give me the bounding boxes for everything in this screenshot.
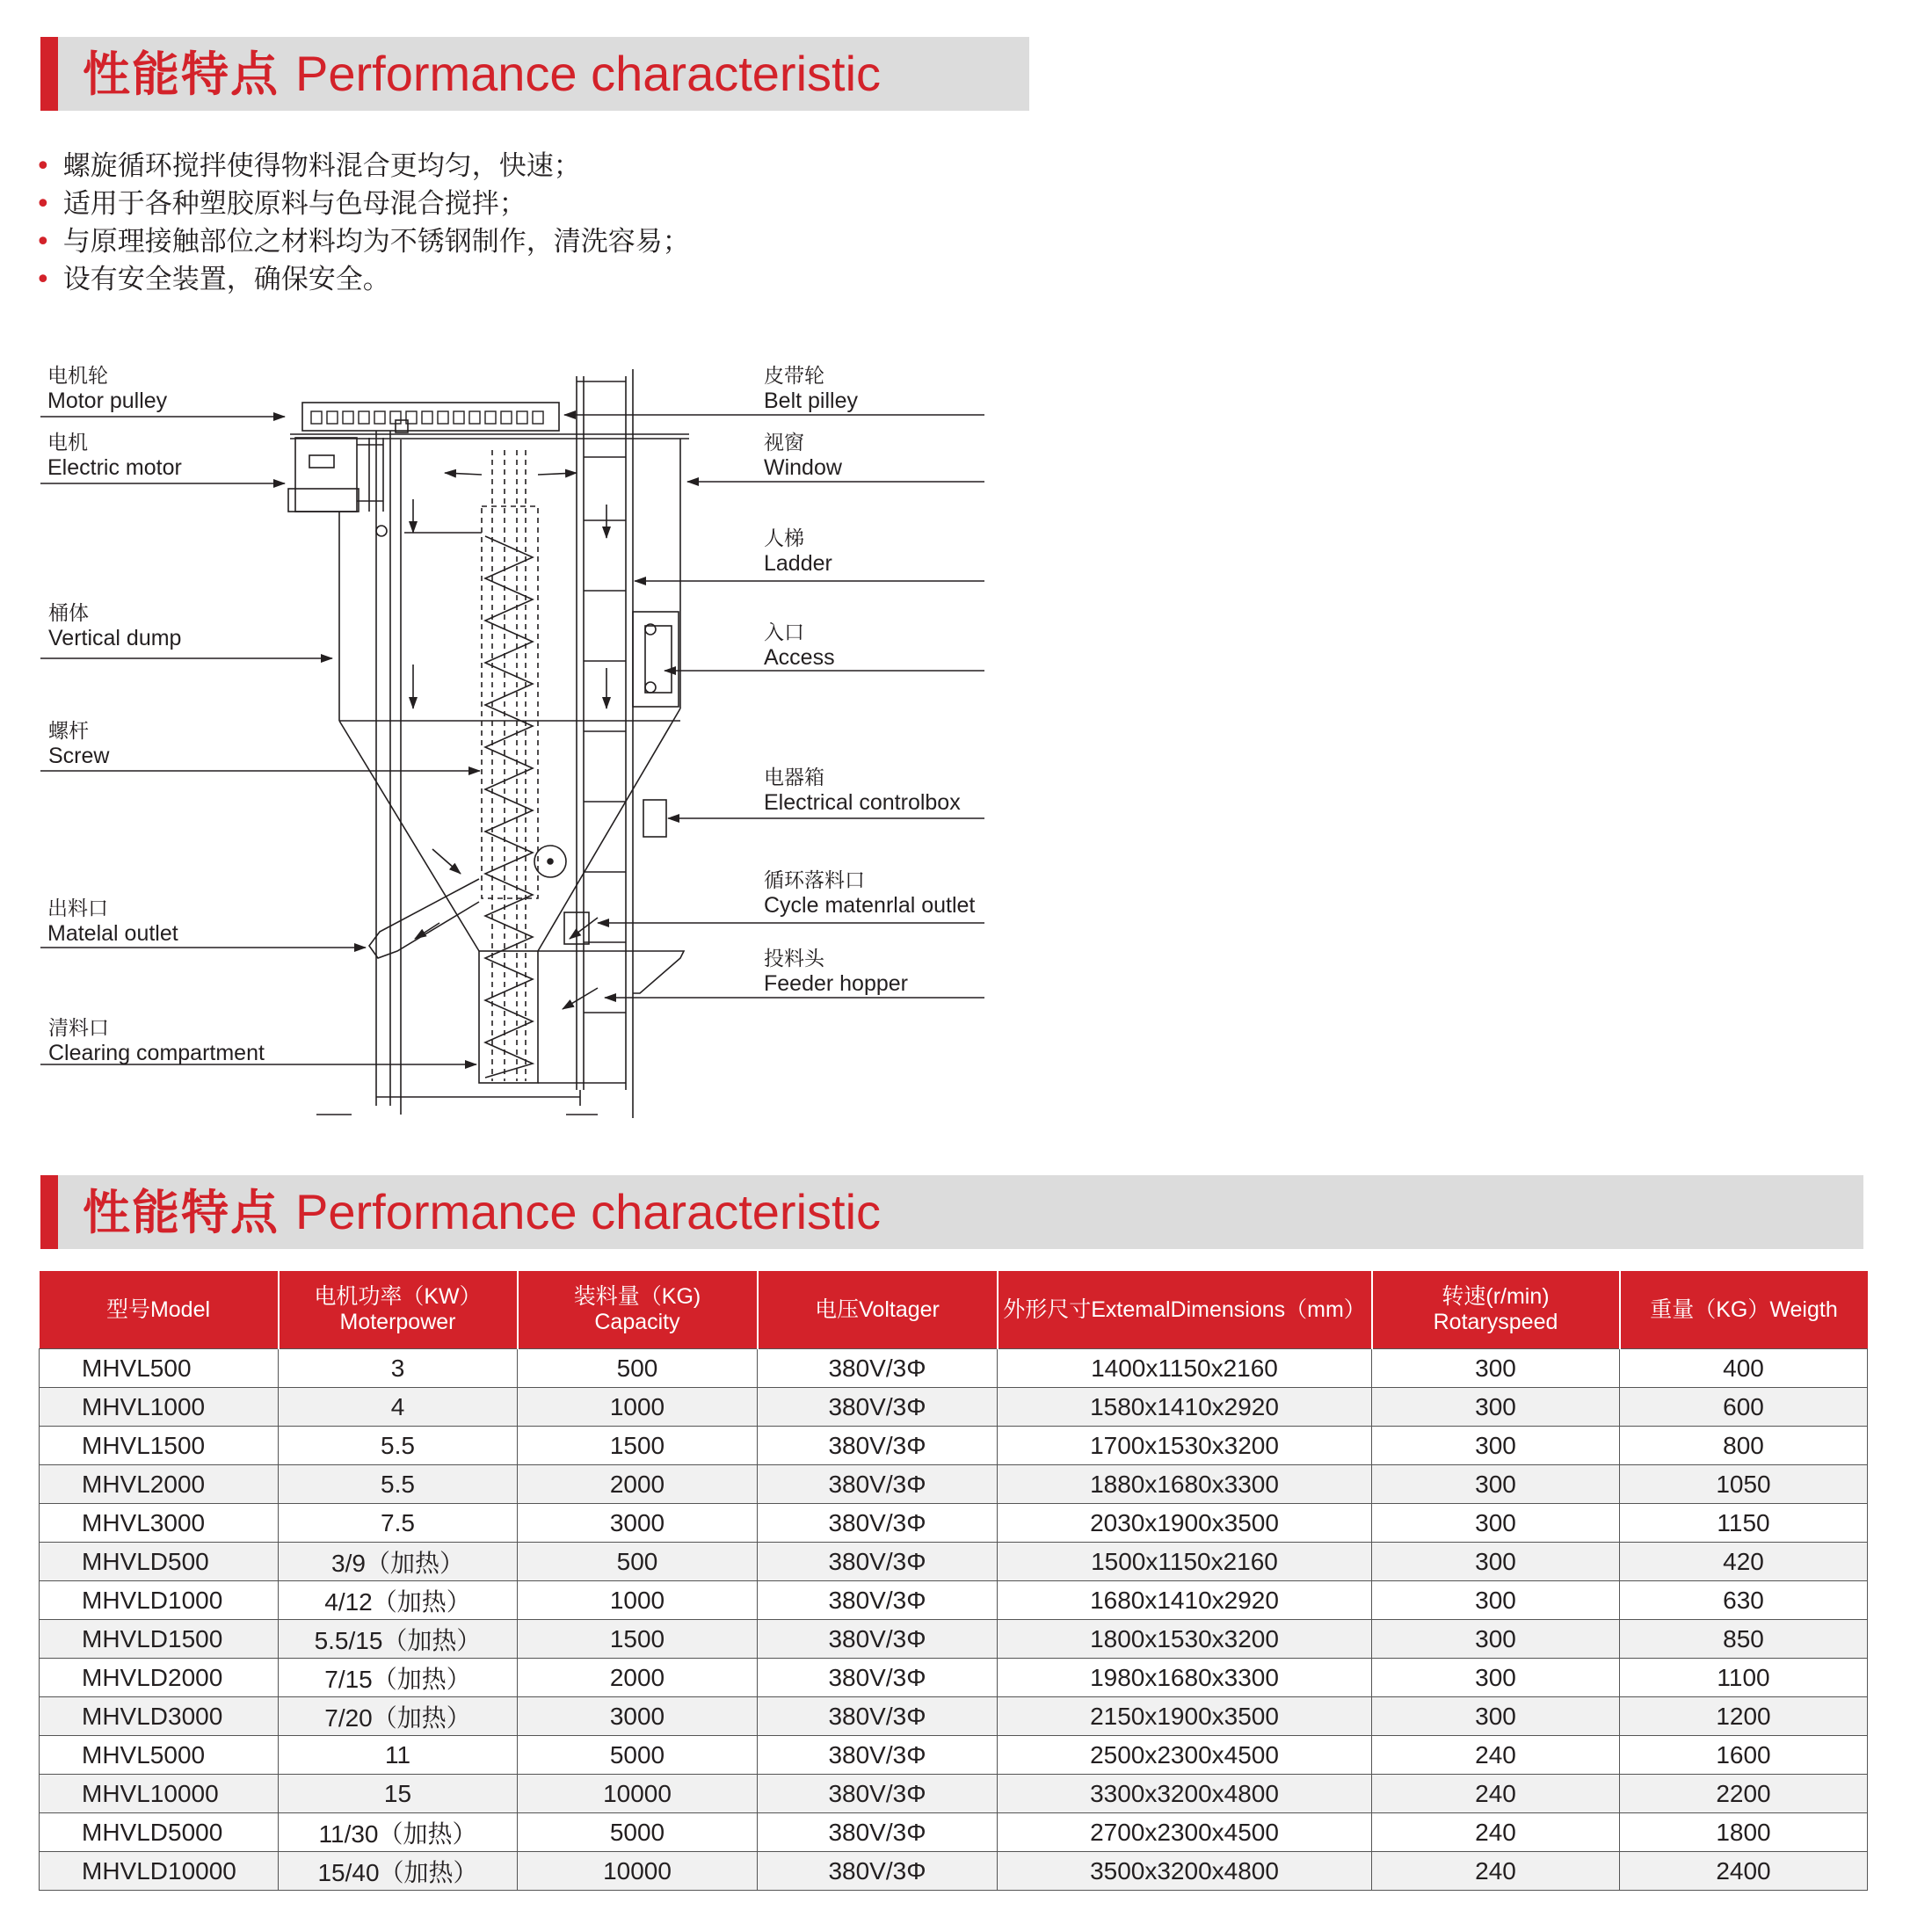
table-cell: 10000	[518, 1852, 758, 1891]
motor-body	[295, 438, 357, 512]
table-cell: 1800	[1620, 1813, 1868, 1852]
table-cell: 500	[518, 1543, 758, 1581]
table-cell: 380V/3Φ	[758, 1852, 998, 1891]
outlet-chute	[369, 879, 479, 958]
table-row	[40, 1736, 1868, 1775]
table-cell: 1600	[1620, 1736, 1868, 1775]
table-row	[40, 1775, 1868, 1813]
column-header: 转速(r/min) Rotaryspeed	[1372, 1271, 1620, 1349]
table-cell: 2030x1900x3500	[998, 1504, 1372, 1543]
table-cell: 3500x3200x4800	[998, 1852, 1372, 1891]
column-header: 型号Model	[40, 1271, 279, 1349]
tank-cone-right	[538, 708, 680, 951]
table-cell: 380V/3Φ	[758, 1427, 998, 1465]
feeder-hopper	[633, 951, 684, 993]
header-accent-bar	[40, 37, 58, 111]
table-cell: 380V/3Φ	[758, 1581, 998, 1620]
table-cell: 500	[518, 1349, 758, 1388]
table-cell: 1680x1410x2920	[998, 1581, 1372, 1620]
table-cell: 300	[1372, 1543, 1620, 1581]
table-row	[40, 1504, 1868, 1543]
table-cell: 1150	[1620, 1504, 1868, 1543]
table-cell: 630	[1620, 1581, 1868, 1620]
bullet-icon: •	[35, 227, 51, 258]
cell-model: MHVLD5000	[40, 1813, 279, 1852]
ladder-rungs	[584, 457, 626, 1013]
mixer-diagram	[0, 352, 993, 1134]
table-cell: 380V/3Φ	[758, 1659, 998, 1697]
table-cell: 1000	[518, 1581, 758, 1620]
bullet-icon: •	[35, 151, 51, 182]
table-row	[40, 1427, 1868, 1465]
table-cell: 11/30（加热）	[279, 1813, 518, 1852]
table-cell: 3000	[518, 1504, 758, 1543]
table-row	[40, 1543, 1868, 1581]
table-cell: 1880x1680x3300	[998, 1465, 1372, 1504]
cell-model: MHVL500	[40, 1349, 279, 1388]
label-vertical-dump: 桶体 Vertical dump	[48, 602, 182, 650]
table-cell: 5000	[518, 1813, 758, 1852]
table-header-row	[40, 1271, 1868, 1349]
label-motor-pulley: 电机轮 Motor pulley	[47, 365, 168, 413]
section-title-zh: 性能特点	[83, 48, 280, 101]
table-cell: 1400x1150x2160	[998, 1349, 1372, 1388]
table-cell: 3/9（加热）	[279, 1543, 518, 1581]
table-cell: 380V/3Φ	[758, 1349, 998, 1388]
feature-item	[35, 261, 690, 299]
table-cell: 5000	[518, 1736, 758, 1775]
label-controlbox: 电器箱 Electrical controlbox	[764, 766, 961, 815]
table-cell: 1500	[518, 1620, 758, 1659]
table-cell: 300	[1372, 1465, 1620, 1504]
table-cell: 2500x2300x4500	[998, 1736, 1372, 1775]
cell-model: MHVLD2000	[40, 1659, 279, 1697]
pulley-slots	[311, 411, 543, 424]
feature-text: 设有安全装置，确保安全。	[62, 264, 390, 295]
table-row	[40, 1813, 1868, 1852]
table-cell: 420	[1620, 1543, 1868, 1581]
table-cell: 300	[1372, 1620, 1620, 1659]
table-cell: 240	[1372, 1813, 1620, 1852]
table-cell: 4/12（加热）	[279, 1581, 518, 1620]
table-cell: 1100	[1620, 1659, 1868, 1697]
table-cell: 3300x3200x4800	[998, 1775, 1372, 1813]
bullet-icon: •	[35, 265, 51, 295]
section-title	[83, 37, 881, 111]
table-cell: 300	[1372, 1388, 1620, 1427]
table-cell: 380V/3Φ	[758, 1388, 998, 1427]
table-cell: 1050	[1620, 1465, 1868, 1504]
table-cell: 240	[1372, 1775, 1620, 1813]
column-header: 电压Voltager	[758, 1271, 998, 1349]
table-cell: 380V/3Φ	[758, 1775, 998, 1813]
table-cell: 600	[1620, 1388, 1868, 1427]
discharge-housing	[479, 951, 538, 1083]
section-header-features	[40, 37, 1029, 111]
label-access: 入口 Access	[764, 621, 835, 670]
cell-model: MHVLD1500	[40, 1620, 279, 1659]
table-cell: 5.5	[279, 1427, 518, 1465]
header-accent-bar	[40, 1175, 58, 1249]
table-cell: 380V/3Φ	[758, 1736, 998, 1775]
control-box	[643, 800, 666, 837]
table-cell: 4	[279, 1388, 518, 1427]
table-row	[40, 1465, 1868, 1504]
column-header: 装料量（KG) Capacity	[518, 1271, 758, 1349]
cell-model: MHVL1500	[40, 1427, 279, 1465]
cell-model: MHVL5000	[40, 1736, 279, 1775]
table-cell: 10000	[518, 1775, 758, 1813]
table-cell: 2000	[518, 1465, 758, 1504]
table-row	[40, 1349, 1868, 1388]
table-cell: 3	[279, 1349, 518, 1388]
label-ladder: 人梯 Ladder	[764, 527, 832, 576]
table-cell: 1800x1530x3200	[998, 1620, 1372, 1659]
table-cell: 2150x1900x3500	[998, 1697, 1372, 1736]
spec-table	[39, 1271, 1868, 1891]
column-header: 重量（KG）Weigth	[1620, 1271, 1868, 1349]
cell-model: MHVL1000	[40, 1388, 279, 1427]
label-feeder: 投料头 Feeder hopper	[764, 948, 909, 996]
table-cell: 800	[1620, 1427, 1868, 1465]
section-title-zh: 性能特点	[83, 1187, 280, 1239]
cell-model: MHVLD3000	[40, 1697, 279, 1736]
table-cell: 5.5/15（加热）	[279, 1620, 518, 1659]
table-cell: 15	[279, 1775, 518, 1813]
table-cell: 300	[1372, 1697, 1620, 1736]
flow-arrows	[413, 473, 606, 1009]
label-cycle-outlet: 循环落料口 Cycle matenrlal outlet	[764, 869, 976, 918]
table-cell: 7/15（加热）	[279, 1659, 518, 1697]
table-cell: 7/20（加热）	[279, 1697, 518, 1736]
feature-item	[35, 148, 690, 185]
cell-model: MHVLD10000	[40, 1852, 279, 1891]
bullet-icon: •	[35, 189, 51, 220]
label-screw: 螺杆 Screw	[48, 720, 110, 768]
table-row	[40, 1697, 1868, 1736]
section-title-en: Performance characteristic	[295, 1184, 882, 1239]
table-cell: 300	[1372, 1349, 1620, 1388]
table-cell: 240	[1372, 1852, 1620, 1891]
table-cell: 380V/3Φ	[758, 1465, 998, 1504]
section-header-spec	[40, 1175, 1863, 1249]
table-row	[40, 1852, 1868, 1891]
table-cell: 2000	[518, 1659, 758, 1697]
table-cell: 300	[1372, 1581, 1620, 1620]
table-cell: 240	[1372, 1736, 1620, 1775]
table-cell: 2400	[1620, 1852, 1868, 1891]
cell-model: MHVL3000	[40, 1504, 279, 1543]
table-cell: 1000	[518, 1388, 758, 1427]
table-cell: 380V/3Φ	[758, 1620, 998, 1659]
table-cell: 11	[279, 1736, 518, 1775]
table-row	[40, 1659, 1868, 1697]
table-cell: 2200	[1620, 1775, 1868, 1813]
label-material-outlet: 出料口 Matelal outlet	[47, 897, 178, 946]
table-cell: 5.5	[279, 1465, 518, 1504]
table-cell: 3000	[518, 1697, 758, 1736]
table-cell: 380V/3Φ	[758, 1697, 998, 1736]
table-cell: 400	[1620, 1349, 1868, 1388]
table-cell: 15/40（加热）	[279, 1852, 518, 1891]
table-cell: 380V/3Φ	[758, 1543, 998, 1581]
table-cell: 1200	[1620, 1697, 1868, 1736]
cell-model: MHVL10000	[40, 1775, 279, 1813]
table-row	[40, 1388, 1868, 1427]
feature-list	[35, 148, 690, 299]
table-cell: 1580x1410x2920	[998, 1388, 1372, 1427]
table-cell: 380V/3Φ	[758, 1504, 998, 1543]
table-cell: 1500x1150x2160	[998, 1543, 1372, 1581]
label-electric-motor: 电机 Electric motor	[47, 432, 182, 480]
table-cell: 850	[1620, 1620, 1868, 1659]
feature-text: 与原理接触部位之材料均为不锈钢制作，清洗容易；	[62, 226, 690, 258]
table-cell: 300	[1372, 1659, 1620, 1697]
section-title	[83, 1175, 881, 1249]
cell-model: MHVL2000	[40, 1465, 279, 1504]
label-window: 视窗 Window	[764, 432, 842, 480]
section-title-en: Performance characteristic	[295, 46, 882, 101]
column-header: 外形尺寸ExtemalDimensions（mm）	[998, 1271, 1372, 1349]
table-cell: 2700x2300x4500	[998, 1813, 1372, 1852]
table-cell: 300	[1372, 1504, 1620, 1543]
cell-model: MHVLD500	[40, 1543, 279, 1581]
table-cell: 7.5	[279, 1504, 518, 1543]
table-cell: 1700x1530x3200	[998, 1427, 1372, 1465]
feature-item	[35, 223, 690, 261]
table-cell: 380V/3Φ	[758, 1813, 998, 1852]
cell-model: MHVLD1000	[40, 1581, 279, 1620]
table-cell: 300	[1372, 1427, 1620, 1465]
feature-item	[35, 185, 690, 223]
feature-text: 螺旋循环搅拌使得物料混合更均匀，快速；	[62, 150, 581, 182]
table-row	[40, 1581, 1868, 1620]
table-row	[40, 1620, 1868, 1659]
table-cell: 1500	[518, 1427, 758, 1465]
label-clearing: 清料口 Clearing compartment	[48, 1017, 265, 1065]
pulley-housing	[302, 403, 559, 431]
feature-text: 适用于各种塑胶原料与色母混合搅拌；	[62, 188, 527, 220]
column-header: 电机功率（KW） Moterpower	[279, 1271, 518, 1349]
table-cell: 1980x1680x3300	[998, 1659, 1372, 1697]
label-belt-pulley: 皮带轮 Belt pilley	[764, 365, 858, 413]
